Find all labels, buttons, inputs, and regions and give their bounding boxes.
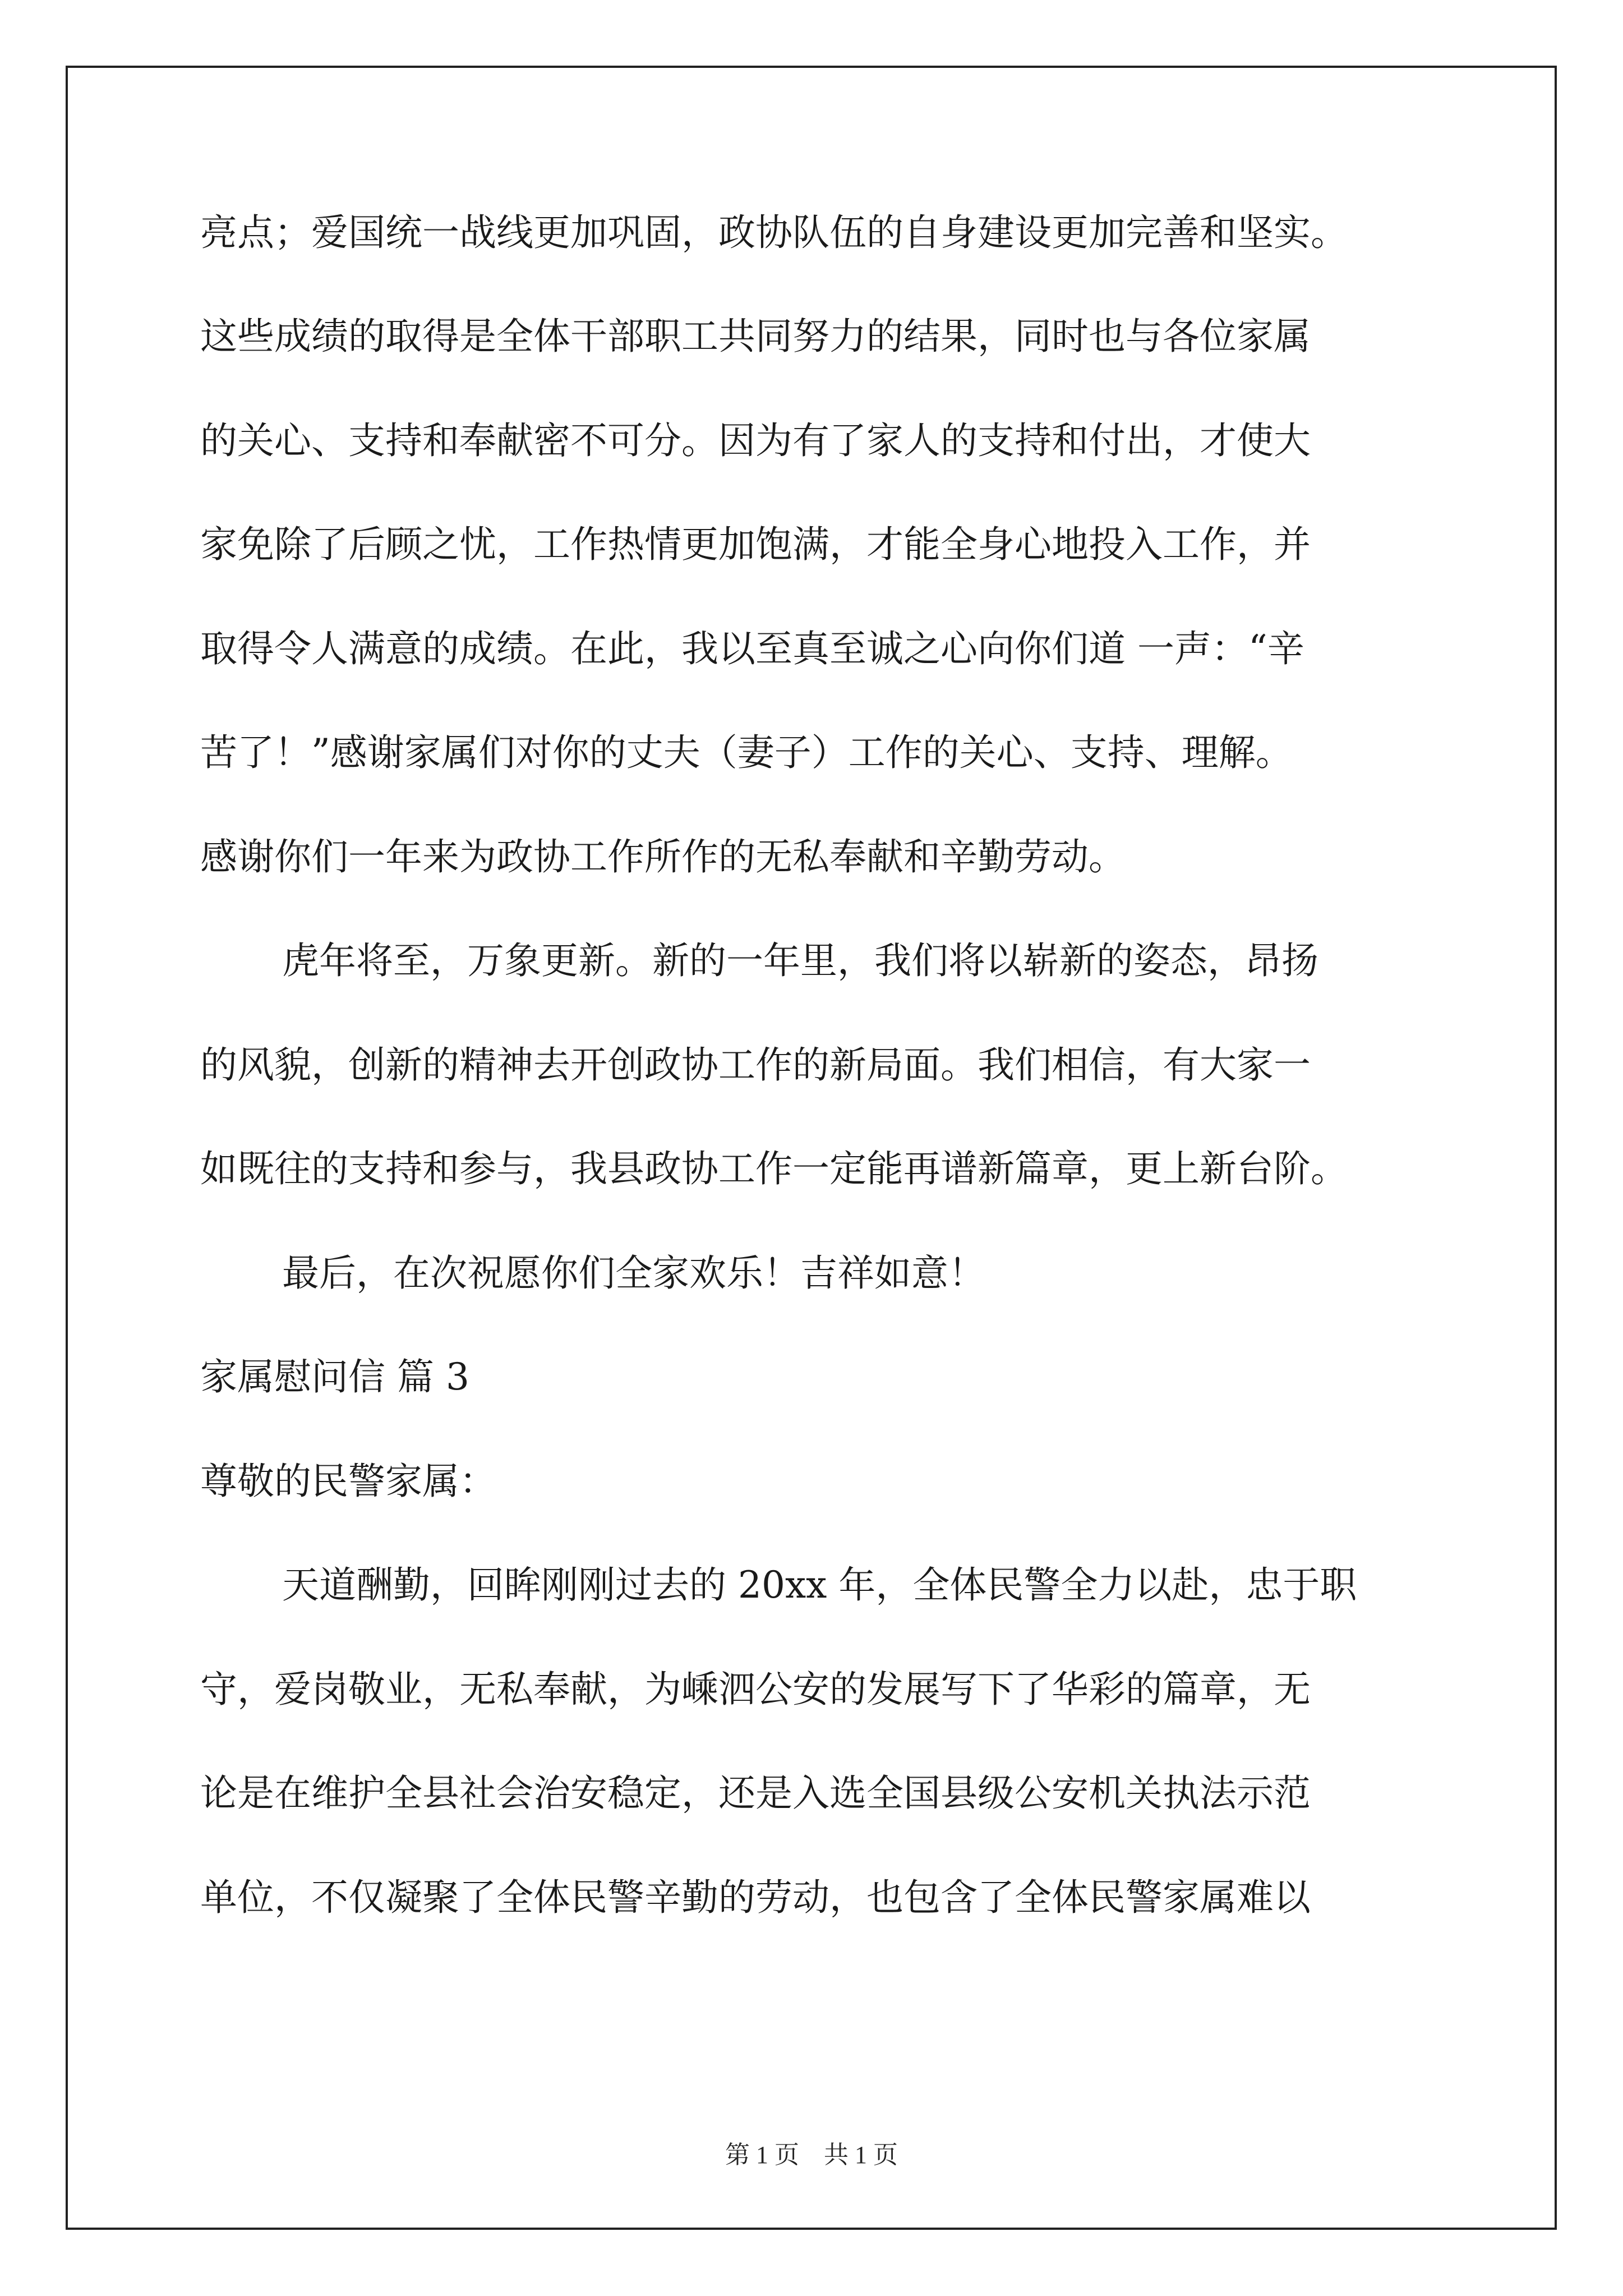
- text-line-3: 的关心、支持和奉献密不可分。因为有了家人的支持和付出，才使大: [200, 419, 1311, 462]
- text-line-11: 最后，在次祝愿你们全家欢乐！吉祥如意！: [282, 1251, 985, 1295]
- text-line-7: 感谢你们一年来为政协工作所作的无私奉献和辛勤劳动。: [200, 835, 1126, 878]
- text-line-14: 天道酬勤，回眸刚刚过去的 20xx 年，全体民警全力以赴，忠于职: [282, 1563, 1357, 1607]
- text-line-16: 论是在维护全县社会治安稳定，还是入选全国县级公安机关执法示范: [200, 1772, 1311, 1815]
- section-heading: 家属慰问信 篇 3: [200, 1355, 469, 1398]
- text-line-8: 虎年将至，万象更新。新的一年里，我们将以崭新的姿态，昂扬: [282, 939, 1318, 982]
- text-line-9: 的风貌，创新的精神去开创政协工作的新局面。我们相信，有大家一: [200, 1043, 1311, 1087]
- text-line-10: 如既往的支持和参与，我县政协工作一定能再谱新篇章，更上新台阶。: [200, 1147, 1348, 1190]
- text-line-17: 单位，不仅凝聚了全体民警辛勤的劳动，也包含了全体民警家属难以: [200, 1876, 1311, 1919]
- salutation: 尊敬的民警家属：: [200, 1460, 496, 1503]
- text-line-5: 取得令人满意的成绩。在此，我以至真至诚之心向你们道 一声：“辛: [200, 627, 1304, 670]
- text-line-4: 家免除了后顾之忧，工作热情更加饱满，才能全身心地投入工作，并: [200, 523, 1311, 566]
- text-line-1: 亮点；爱国统一战线更加巩固，政协队伍的自身建设更加完善和坚实。: [200, 211, 1348, 254]
- text-line-2: 这些成绩的取得是全体干部职工共同努力的结果，同时也与各位家属: [200, 315, 1311, 358]
- page-number: 第 1 页 共 1 页: [725, 2141, 898, 2169]
- text-line-15: 守，爱岗敬业，无私奉献，为嵊泗公安的发展写下了华彩的篇章，无: [200, 1668, 1311, 1711]
- text-line-6: 苦了！”感谢家属们对你的丈夫（妻子）工作的关心、支持、理解。: [200, 731, 1293, 774]
